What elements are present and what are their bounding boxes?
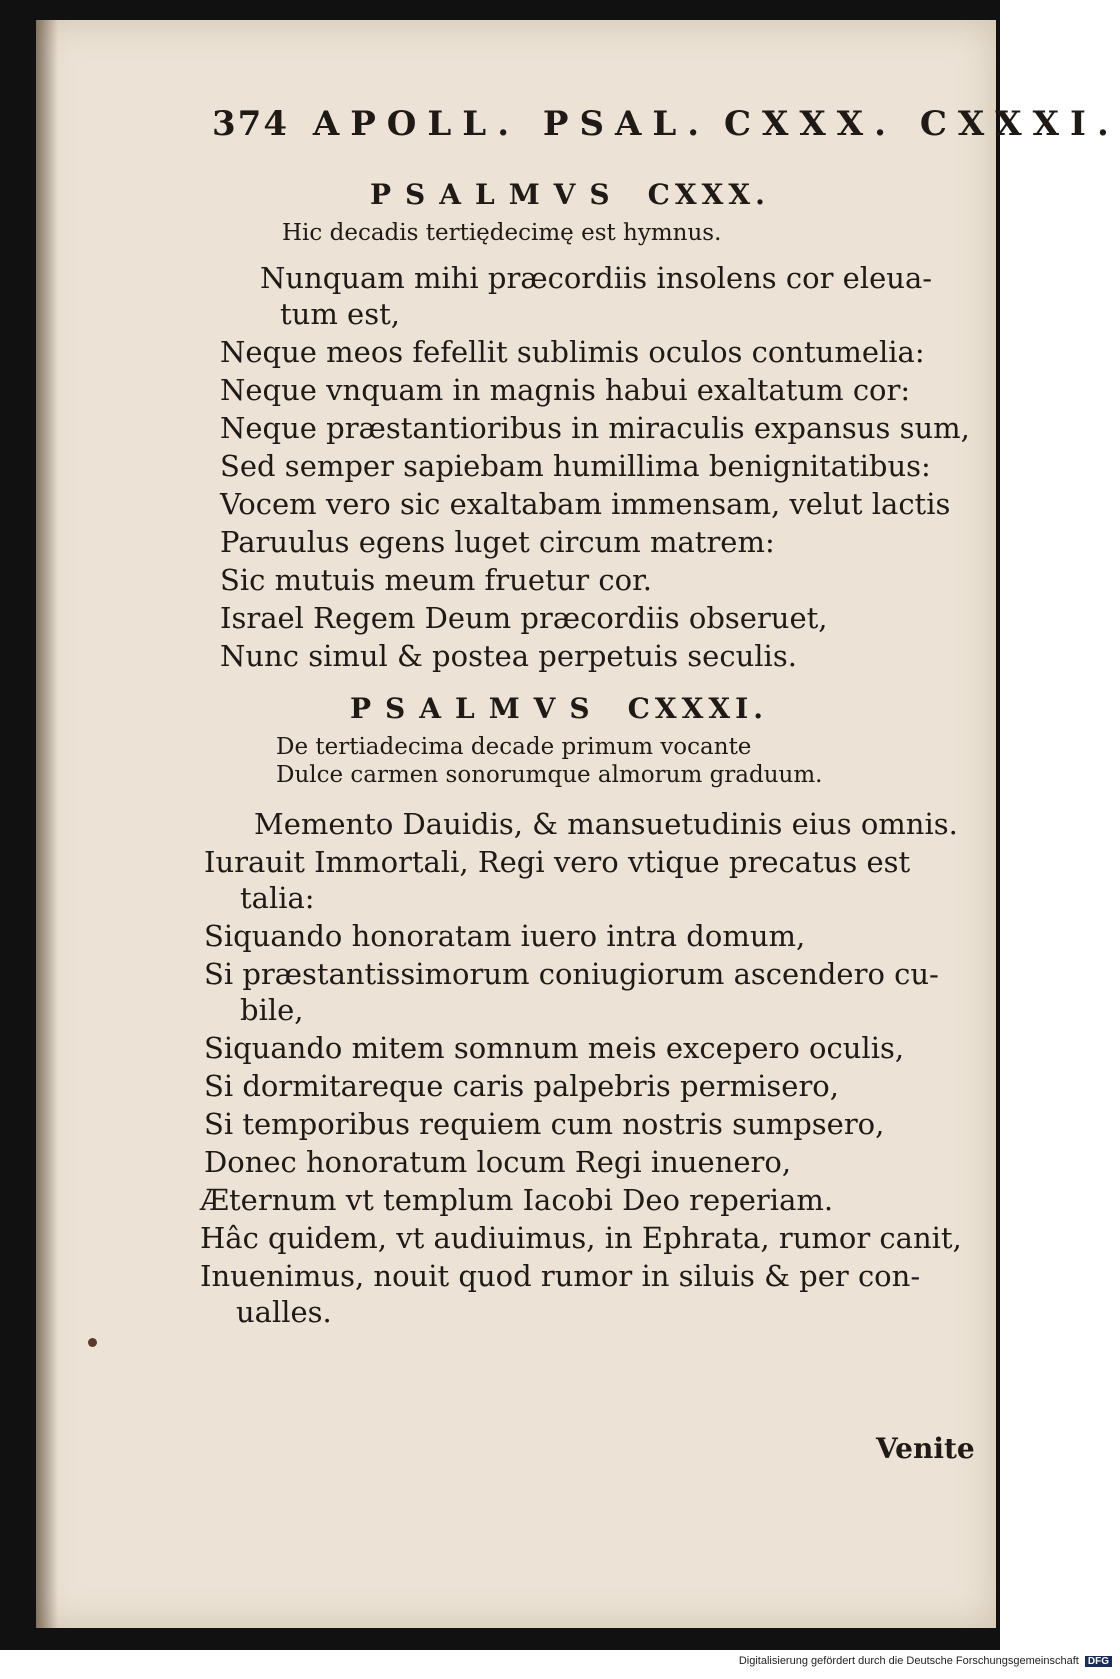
verse-line: Si temporibus requiem cum nostris sumpsero,: [204, 1107, 885, 1141]
verse-line: Memento Dauidis, & mansuetudinis eius omnis.: [254, 807, 958, 841]
verse-line: tum est,: [280, 297, 400, 331]
running-head: [212, 104, 1120, 144]
running-head-title: APOLL. PSAL.: [312, 104, 711, 144]
dfg-logo: DFG: [1085, 1656, 1112, 1667]
verse-line: Neque præstantioribus in miraculis expansus sum,: [220, 411, 970, 445]
verse-line: Siquando honoratam iuero intra domum,: [204, 919, 806, 953]
verse-line: Israel Regem Deum præcordiis obseruet,: [220, 601, 828, 635]
verse-line: Si præstantissimorum coniugiorum ascendero cu-: [204, 957, 939, 991]
verse-line: Neque vnquam in magnis habui exaltatum cor:: [220, 373, 911, 407]
verse-line: Neque meos fefellit sublimis oculos contumelia:: [220, 335, 925, 369]
verse-line: Æternum vt templum Iacobi Deo reperiam.: [200, 1183, 834, 1217]
verse-line: Hâc quidem, vt audiuimus, in Ephrata, rumor canit,: [200, 1221, 962, 1255]
psalm-number: CXXX.: [647, 178, 770, 211]
verse-line: Sed semper sapiebam humillima benignitatibus:: [220, 449, 931, 483]
credit-text: Digitalisierung gefördert durch die Deutsche Forschungsgemeinschaft: [738, 1655, 1079, 1667]
verse-line: Nunquam mihi præcordiis insolens cor eleua-: [260, 261, 933, 295]
catchword: Venite: [876, 1432, 975, 1465]
verse-line: Siquando mitem somnum meis excepero oculis,: [204, 1031, 905, 1065]
running-head-psalms: CXXX. CXXXI.: [723, 104, 1120, 144]
psalm-131-heading-line: De tertiadecima decade primum vocante: [276, 734, 752, 760]
verse-line: Sic mutuis meum fruetur cor.: [220, 563, 652, 597]
psalm-130-heading: Hic decadis tertiędecimę est hymnus.: [282, 220, 722, 246]
verse-line: Vocem vero sic exaltabam immensam, velut lactis: [220, 487, 951, 521]
verse-line: Paruulus egens luget circum matrem:: [220, 525, 775, 559]
verse-line: Inuenimus, nouit quod rumor in siluis & per con-: [200, 1259, 921, 1293]
verse-line: talia:: [240, 881, 315, 915]
psalm-130-title: [370, 178, 770, 211]
verse-line: Iurauit Immortali, Regi vero vtique precatus est: [204, 845, 911, 879]
verse-line: Si dormitareque caris palpebris permisero,: [204, 1069, 839, 1103]
verse-line: bile,: [240, 993, 304, 1027]
page-number: 374: [212, 104, 289, 144]
psalm-131-title: [350, 692, 768, 725]
psalm-number: CXXXI.: [627, 692, 768, 725]
verse-line: Donec honoratum locum Regi inuenero,: [204, 1145, 792, 1179]
book-page: [36, 20, 1120, 1628]
digitization-credit: [739, 1655, 1112, 1667]
ink-blot: [88, 1338, 97, 1347]
verse-line: ualles.: [236, 1295, 332, 1329]
verse-line: Nunc simul & postea perpetuis seculis.: [220, 639, 797, 673]
psalm-title-word: PSALMVS: [370, 178, 624, 211]
gutter-shadow: [36, 20, 58, 1628]
psalm-title-word: PSALMVS: [350, 692, 604, 725]
psalm-131-heading-line: Dulce carmen sonorumque almorum graduum.: [276, 762, 823, 788]
